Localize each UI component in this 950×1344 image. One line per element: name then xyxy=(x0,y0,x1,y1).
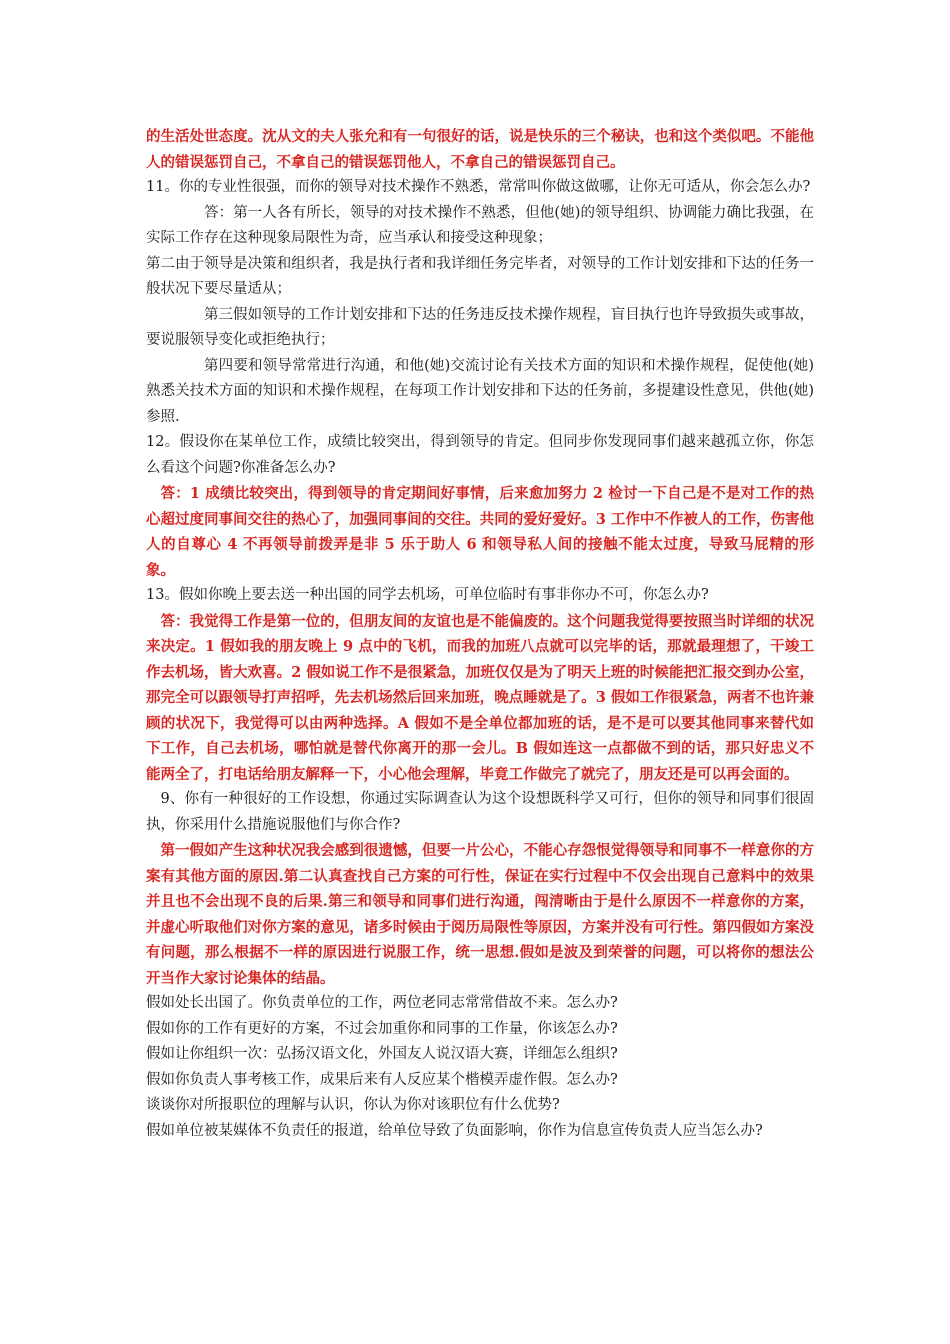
extra-question-4: 假如你负责人事考核工作，成果后来有人反应某个楷模弄虚作假。怎么办? xyxy=(146,1071,618,1088)
answer-11-point-1: 答：第一人各有所长，领导的对技术操作不熟悉，但他(她)的领导组织、协调能力确比我强，在实际工作存在这种现象局限性为奇，应当承认和接受这种现象； xyxy=(146,204,814,246)
extra-question-3: 假如让你组织一次：弘扬汉语文化，外国友人说汉语大赛，详细怎么组织? xyxy=(146,1046,618,1062)
extra-question-1: 假如处长出国了。你负责单位的工作，两位老同志常常借故不来。怎么办? xyxy=(146,995,618,1011)
answer-11-point-4: 第四要和领导常常进行沟通，和他(她)交流讨论有关技术方面的知识和术操作规程，促使他(她)熟悉关技术方面的知识和术操作规程，在每项工作计划安排和下达的任务前，多提建设性意见，供他(她)参照. xyxy=(146,357,814,425)
answer-13: 答：我觉得工作是第一位的，但朋友间的友谊也是不能偏废的。这个问题我觉得要按照当时详细的状况来决定。1 假如我的朋友晚上 9 点中的飞机，而我的加班八点就可以完毕的话，那就最理想了，干竣工作去机场，皆大欢喜。2 假如说工作不是很紧急，加班仅仅是为了明天上班的时候能把汇报交到办公室，那完全可以跟领导打声招呼，先去机场然后回来加班，晚点睡就是了。3 假如工作很紧急，两者不也许兼顾的状况下，我觉得可以由两种选择。A 假如不是全单位都加班的话，是不是可以要其他同事来替代如下工作，自己去机场，哪怕就是替代你离开的那一会儿。B 假如连这一点都做不到的话，那只好忠义不能两全了，打电话给朋友解释一下，小心他会理解，毕竟工作做完了就完了，朋友还是可以再会面的。 xyxy=(146,612,814,783)
paragraph-intro-quote: 的生活处世态度。沈从文的夫人张允和有一句很好的话，说是快乐的三个秘诀，也和这个类似吧。不能他人的错误惩罚自己，不拿自己的错误惩罚他人，不拿自己的错误惩罚自己。 xyxy=(146,128,814,171)
answer-11-point-3: 第三假如领导的工作计划安排和下达的任务违反技术操作规程，盲目执行也许导致损失或事故，要说服领导变化或拒绝执行； xyxy=(146,306,814,348)
question-13: 13。假如你晚上要去送一种出国的同学去机场，可单位临时有事非你办不可，你怎么办? xyxy=(146,587,709,603)
question-11: 11。你的专业性很强，而你的领导对技术操作不熟悉，常常叫你做这做哪，让你无可适从，你会怎么办? xyxy=(146,179,811,195)
extra-question-6: 假如单位被某媒体不负责任的报道，给单位导致了负面影响，你作为信息宣传负责人应当怎么办? xyxy=(146,1122,763,1139)
answer-9: 第一假如产生这种状况我会感到很遗憾，但要一片公心，不能心存怨恨觉得领导和同事不一样意你的方案有其他方面的原因.第二认真查找自己方案的可行性，保证在实行过程中不仅会出现自己意料中的效果并且也不会出现不良的后果.第三和领导和同事们进行沟通，闯清晰由于是什么原因不一样意你的方案，并虚心听取他们对你方案的意见，诸多时候由于阅历局限性等原因，方案并没有可行性。第四假如方案没有问题，那么根据不一样的原因进行说服工作，统一思想.假如是波及到荣誉的问题，可以将你的想法公开当作大家讨论集体的结晶。 xyxy=(146,842,814,987)
extra-question-5: 谈谈你对所报职位的理解与认识，你认为你对该职位有什么优势? xyxy=(146,1097,560,1113)
document-page xyxy=(146,124,814,1144)
question-9: 9、你有一种很好的工作设想，你通过实际调查认为这个设想既科学又可行，但你的领导和同事们很固执，你采用什么措施说服他们与你合作? xyxy=(146,791,814,833)
extra-question-2: 假如你的工作有更好的方案，不过会加重你和同事的工作量，你该怎么办? xyxy=(146,1020,618,1037)
answer-12: 答：1 成绩比较突出，得到领导的肯定期间好事情，后来愈加努力 2 检讨一下自己是不是对工作的热心超过度同事间交往的热心了，加强同事间的交往。共同的爱好爱好。3 工作中不作被人的工作，伤害他人的自尊心 4 不再领导前拨弄是非 5 乐于助人 6 和领导私人间的接触不能太过度，导致马屁精的形象。 xyxy=(146,485,814,579)
answer-11-point-2: 第二由于领导是决策和组织者，我是执行者和我详细任务完毕者，对领导的工作计划安排和下达的任务一般状况下要尽量适从； xyxy=(146,255,814,297)
question-12: 12。假设你在某单位工作，成绩比较突出，得到领导的肯定。但同步你发现同事们越来越孤立你，你怎么看这个问题?你准备怎么办? xyxy=(146,434,814,476)
